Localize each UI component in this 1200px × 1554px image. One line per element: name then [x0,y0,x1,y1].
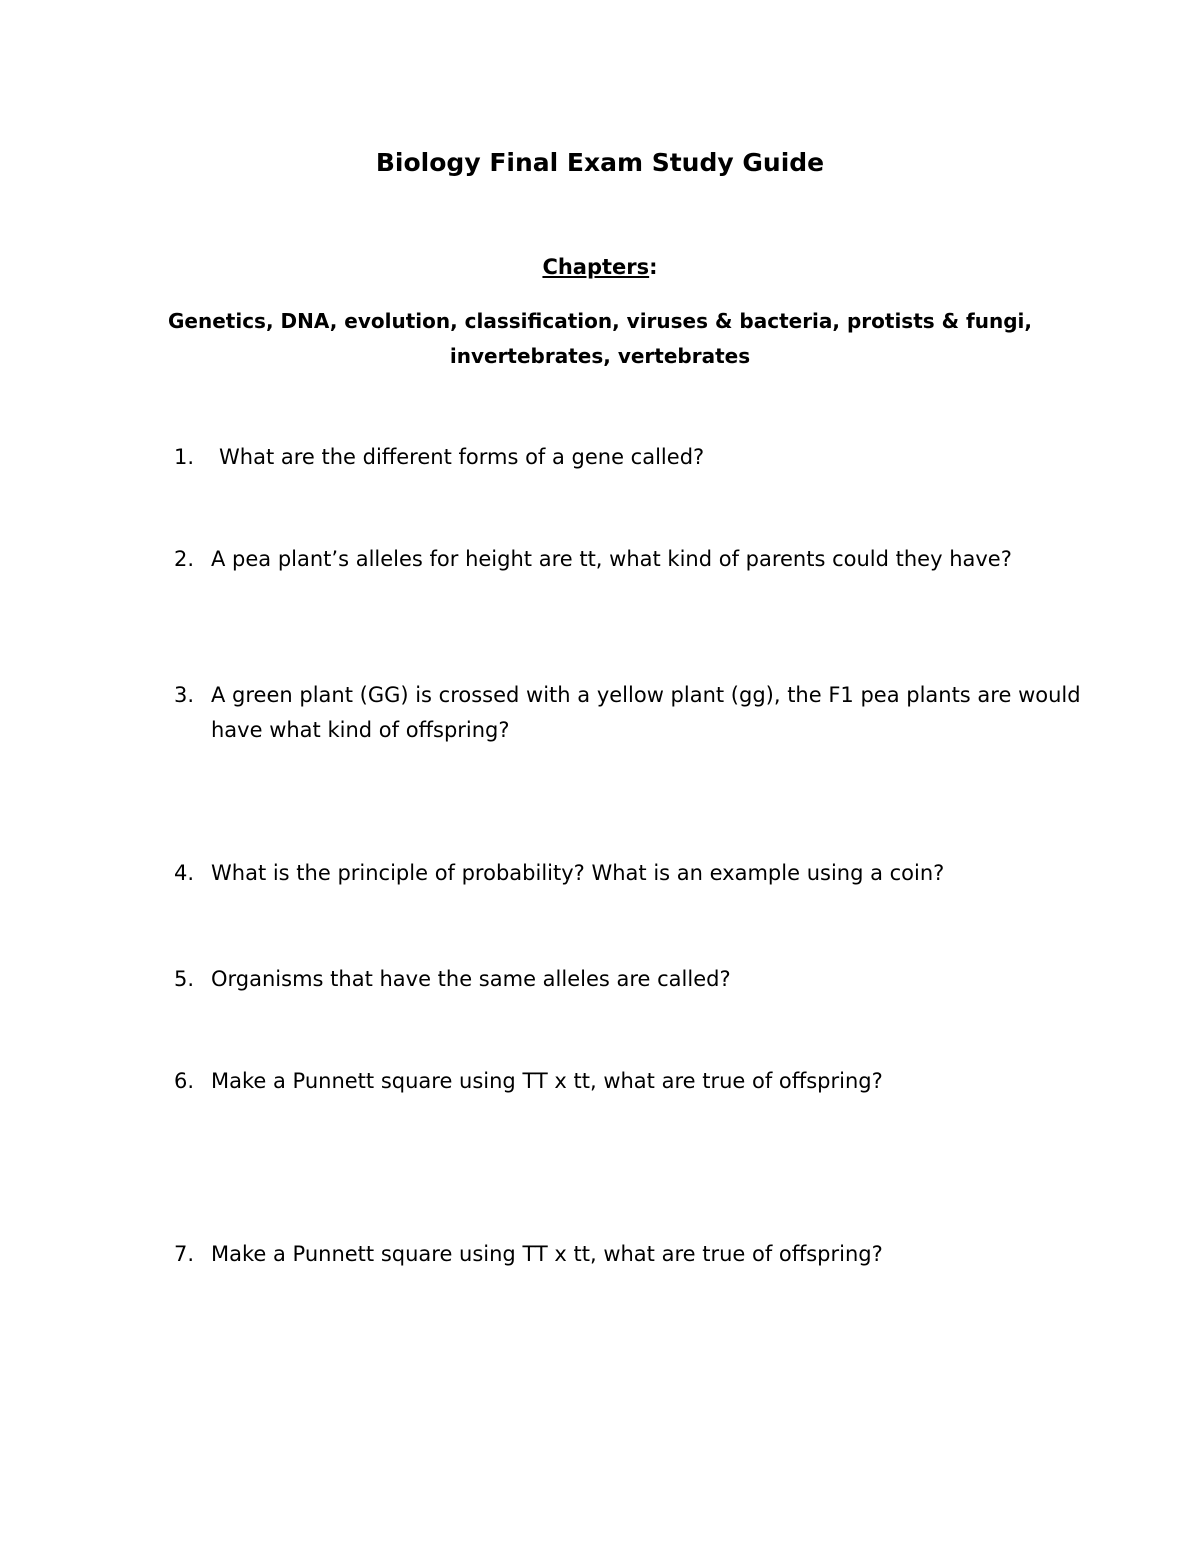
question-number: 5. [174,967,195,991]
question-text: Make a Punnett square using TT x tt, what are true of offspring? [211,1242,883,1266]
chapters-label: Chapters [542,255,650,279]
question-text: What is the principle of probability? What is an example using a coin? [211,861,945,885]
question-text: What are the different forms of a gene called? [219,445,705,469]
question-text: Make a Punnett square using TT x tt, what are true of offspring? [211,1069,883,1093]
chapters-line-1: Genetics, DNA, evolution, classification, viruses & bacteria, protists & fungi, [168,309,1032,333]
chapters-colon: : [649,255,658,279]
question-number: 4. [174,861,195,885]
chapters-line-2: invertebrates, vertebrates [449,344,751,368]
question-number: 2. [174,547,195,571]
question-number: 1. [174,445,195,469]
question-number: 3. [174,683,195,707]
chapters-list [130,304,1070,374]
question-number: 7. [174,1242,195,1266]
question-number: 6. [174,1069,195,1093]
page-title: Biology Final Exam Study Guide [375,148,825,177]
chapters-heading [0,255,1200,279]
question-text: Organisms that have the same alleles are called? [211,967,731,991]
question-text: A pea plant’s alleles for height are tt, what kind of parents could they have? [211,547,1012,571]
question-text: A green plant (GG) is crossed with a yellow plant (gg), the F1 pea plants are would have what kind of offspring? [211,683,1081,742]
